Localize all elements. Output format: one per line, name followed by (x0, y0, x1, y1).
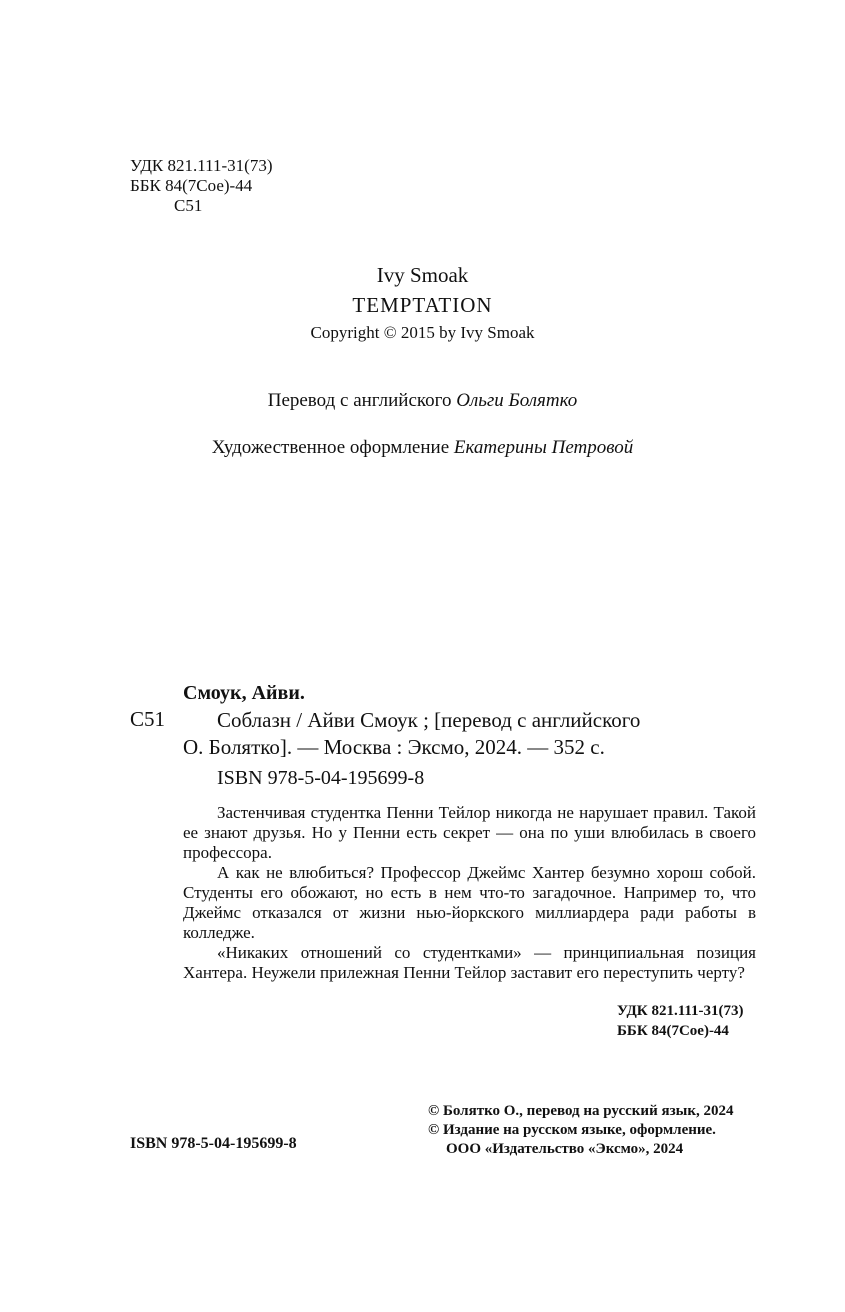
annotation-paragraph-2: А как не влюбиться? Профессор Джеймс Хантер безумно хорош собой. Студенты его обожают, но есть в нем что-то загадочное. Например то, что Джеймс отказался от жизни нью-йоркского миллиардера ради работы в колледже. (183, 863, 756, 942)
author-mark: С51 (174, 196, 203, 215)
rights-block (428, 1102, 733, 1159)
design-credit (0, 437, 845, 459)
card-isbn: ISBN 978-5-04-195699-8 (217, 767, 425, 789)
card-line-1: Соблазн / Айви Смоук ; [перевод с английского (217, 708, 641, 732)
card-author-mark: С51 (130, 707, 166, 731)
rights-line-3: ООО «Издательство «Эксмо», 2024 (446, 1141, 684, 1157)
annotation (183, 803, 756, 983)
translation-credit (0, 390, 845, 412)
bbk-code: ББК 84(7Сое)-44 (130, 176, 253, 195)
card-author: Смоук, Айви. (183, 682, 305, 704)
bbk-code-right: ББК 84(7Сое)-44 (617, 1023, 729, 1039)
original-title: TEMPTATION (352, 293, 493, 317)
designer-name: Екатерины Петровой (453, 437, 634, 458)
design-label: Художественное оформление (211, 437, 450, 458)
udk-code: УДК 821.111-31(73) (130, 156, 273, 175)
annotation-paragraph-3: «Никаких отношений со студентками» — принципиальная позиция Хантера. Неужели прилежная Пенни Тейлор заставит его переступить черту? (183, 943, 756, 982)
original-copyright: Copyright © 2015 by Ivy Smoak (310, 323, 535, 342)
isbn-bottom: ISBN 978-5-04-195699-8 (130, 1135, 297, 1152)
rights-line-1: © Болятко О., перевод на русский язык, 2024 (428, 1103, 734, 1119)
annotation-paragraph-1: Застенчивая студентка Пенни Тейлор никогда не нарушает правил. Такой ее знают друзья. Но у Пенни есть секрет — она по уши влюбилась в своего профессора. (183, 803, 756, 862)
udk-code-right: УДК 821.111-31(73) (617, 1003, 744, 1019)
card-description (183, 707, 756, 761)
classification-block (130, 156, 272, 216)
translation-label: Перевод с английского (267, 390, 452, 411)
classification-codes-right (617, 1001, 744, 1041)
original-author: Ivy Smoak (376, 263, 469, 287)
rights-line-2: © Издание на русском языке, оформление. (428, 1122, 716, 1138)
translator-name: Ольги Болятко (456, 390, 578, 411)
card-line-2: О. Болятко]. — Москва : Эксмо, 2024. — 352 с. (183, 735, 605, 759)
